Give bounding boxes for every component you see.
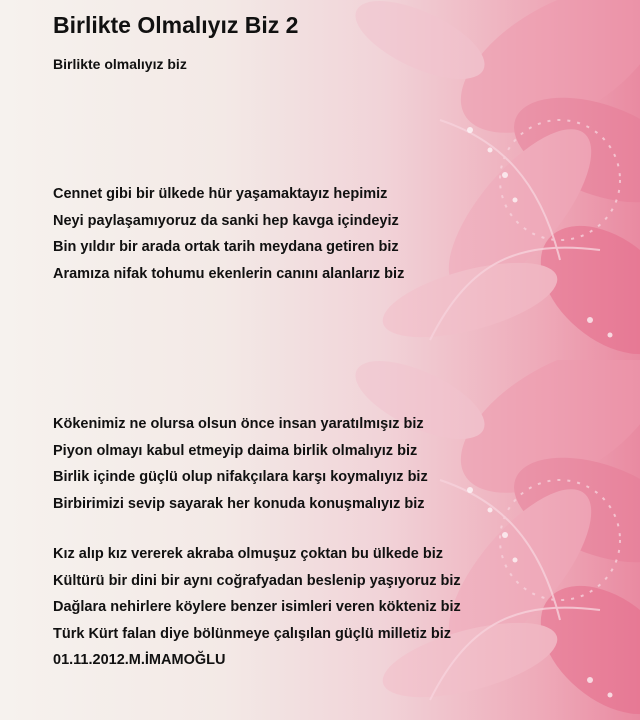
stanza-2 xyxy=(53,411,428,517)
poem-line: Cennet gibi bir ülkede hür yaşamaktayız hepimiz xyxy=(53,186,388,202)
poem-line: Piyon olmayı kabul etmeyip daima birlik olmalıyız biz xyxy=(53,442,418,459)
poem-line: Aramıza nifak tohumu ekenlerin canını alanlarız biz xyxy=(53,265,405,282)
poem-subtitle: Birlikte olmalıyız biz xyxy=(53,56,187,72)
poem-line: Birlik içinde güçlü olup nifakçılara karşı koymalıyız biz xyxy=(53,469,428,485)
poem-line: Birbirimizi sevip sayarak her konuda konuşmalıyız biz xyxy=(53,495,425,512)
poem-line: Kökenimiz ne olursa olsun önce insan yaratılmışız biz xyxy=(53,416,424,432)
poem-line: Türk Kürt falan diye bölünmeye çalışılan güçlü milletiz biz xyxy=(53,625,452,642)
stanza-1 xyxy=(53,181,404,287)
poem-title: Birlikte Olmalıyız Biz 2 xyxy=(53,12,299,38)
stanza-3 xyxy=(53,541,461,674)
poem-line: Kız alıp kız vererek akraba olmuşuz çoktan bu ülkede biz xyxy=(53,546,444,562)
poem-line: Dağlara nehirlere köylere benzer isimleri veren kökteniz biz xyxy=(53,599,461,615)
poem-line: Kültürü bir dini bir aynı coğrafyadan beslenip yaşıyoruz biz xyxy=(53,572,461,589)
poem-line: Neyi paylaşamıyoruz da sanki hep kavga içindeyiz xyxy=(53,212,399,229)
poem-signature: 01.11.2012.M.İMAMOĞLU xyxy=(53,652,226,668)
poem-line: Bin yıldır bir arada ortak tarih meydana getiren biz xyxy=(53,239,399,255)
